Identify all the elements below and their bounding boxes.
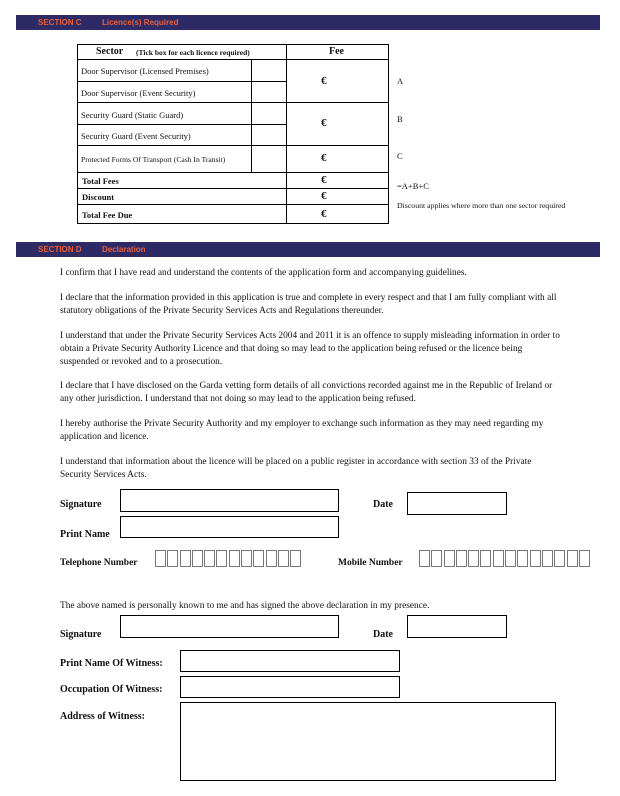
- witness-address-label: Address of Witness:: [60, 711, 146, 722]
- witness-occupation-label: Occupation Of Witness:: [60, 684, 163, 695]
- tick-box-door-event[interactable]: [251, 81, 287, 103]
- declaration-paragraph: I understand that under the Private Security Services Acts 2004 and 2011 it is an offence to supply misleading information in order to obtain a Private Security Authority Licence and that doing so may lead to the application being refused or the licence being suspended or revoked and to a prosecution.: [60, 331, 560, 367]
- euro-symbol: €: [321, 75, 327, 87]
- sector-row-label: Security Guard (Static Guard): [81, 110, 184, 120]
- euro-symbol: €: [321, 174, 327, 186]
- print-name-field[interactable]: [120, 516, 339, 538]
- total-fees-value[interactable]: [286, 172, 389, 189]
- fee-header-cell: [286, 44, 389, 60]
- euro-symbol: €: [321, 208, 327, 220]
- tick-box-guard-event[interactable]: [251, 124, 287, 146]
- euro-symbol: €: [321, 190, 327, 202]
- section-c-label: SECTION C: [38, 18, 82, 27]
- declaration-paragraph: I declare that the information provided in this application is true and complete in every respect and that I am fully compliant with all statutory obligations of the Private Security Services Acts and Regulations thereunder.: [60, 293, 557, 316]
- witness-address-field[interactable]: [180, 702, 556, 781]
- declaration-paragraph: I understand that information about the licence will be placed on a public register in accordance with section 33 of the Private Security Services Acts.: [60, 457, 532, 480]
- telephone-digit-boxes[interactable]: [155, 550, 303, 567]
- witness-name-label: Print Name Of Witness:: [60, 658, 163, 669]
- witness-name-field[interactable]: [180, 650, 400, 672]
- row-divider: [77, 81, 252, 82]
- print-name-label: Print Name: [60, 529, 110, 540]
- date-field[interactable]: [407, 492, 507, 515]
- declaration-paragraph: I confirm that I have read and understand the contents of the application form and accompanying guidelines.: [60, 268, 467, 278]
- date-label: Date: [373, 499, 393, 510]
- total-due-value[interactable]: [286, 204, 389, 224]
- fee-cell-b[interactable]: [286, 102, 389, 146]
- sector-header-cell: [77, 44, 287, 60]
- total-due-cell: [77, 204, 287, 224]
- discount-cell: [77, 188, 287, 205]
- fee-header: Fee: [329, 46, 344, 57]
- fee-cell-c[interactable]: [286, 145, 389, 173]
- witness-signature-label: Signature: [60, 629, 102, 640]
- euro-symbol: €: [321, 117, 327, 129]
- sector-header: Sector: [96, 46, 124, 57]
- total-fees-cell: [77, 172, 287, 189]
- section-c-title: Licence(s) Required: [102, 18, 179, 27]
- mobile-digit-boxes[interactable]: [419, 550, 591, 567]
- mobile-label: Mobile Number: [338, 558, 403, 568]
- tick-box-guard-static[interactable]: [251, 102, 287, 125]
- section-d-title: Declaration: [102, 245, 146, 254]
- witness-signature-field[interactable]: [120, 615, 339, 638]
- group-c-label-cell: [77, 145, 252, 173]
- group-letter-b: B: [397, 114, 403, 124]
- fee-cell-a[interactable]: [286, 59, 389, 103]
- sector-row-label: Security Guard (Event Security): [81, 131, 191, 141]
- section-d-header: [16, 242, 600, 257]
- group-letter-c: C: [397, 151, 403, 161]
- witness-date-label: Date: [373, 629, 393, 640]
- sum-note: =A+B+C: [397, 181, 429, 191]
- euro-symbol: €: [321, 152, 327, 164]
- total-due-label: Total Fee Due: [82, 210, 133, 220]
- telephone-label: Telephone Number: [60, 558, 138, 568]
- witness-occupation-field[interactable]: [180, 676, 400, 698]
- sector-row-label: Door Supervisor (Event Security): [81, 88, 196, 98]
- sector-row-label: Door Supervisor (Licensed Premises): [81, 66, 209, 76]
- section-d-label: SECTION D: [38, 245, 82, 254]
- signature-label: Signature: [60, 499, 102, 510]
- row-divider: [77, 124, 252, 125]
- discount-note: Discount applies where more than one sector required: [397, 201, 566, 210]
- tick-box-transport[interactable]: [251, 145, 287, 173]
- section-c-header: [16, 15, 600, 30]
- signature-field[interactable]: [120, 489, 339, 512]
- sector-row-label: Protected Forms Of Transport (Cash In Transit): [81, 155, 226, 164]
- declaration-paragraph: I hereby authorise the Private Security Authority and my employer to exchange such information as they may need regarding my application and licence.: [60, 419, 544, 442]
- discount-label: Discount: [82, 192, 115, 202]
- sector-header-note: (Tick box for each licence required): [136, 48, 250, 57]
- total-fees-label: Total Fees: [82, 176, 119, 186]
- witness-date-field[interactable]: [407, 615, 507, 638]
- discount-value[interactable]: [286, 188, 389, 205]
- declaration-paragraph: I declare that I have disclosed on the Garda vetting form details of all convictions recorded against me in the Republic of Ireland or any other jurisdiction. I understand that not doing so may lead to the application being refused.: [60, 381, 553, 404]
- group-letter-a: A: [397, 76, 404, 86]
- witness-statement: The above named is personally known to me and has signed the above declaration in my presence.: [60, 601, 430, 611]
- tick-box-door-licensed[interactable]: [251, 59, 287, 82]
